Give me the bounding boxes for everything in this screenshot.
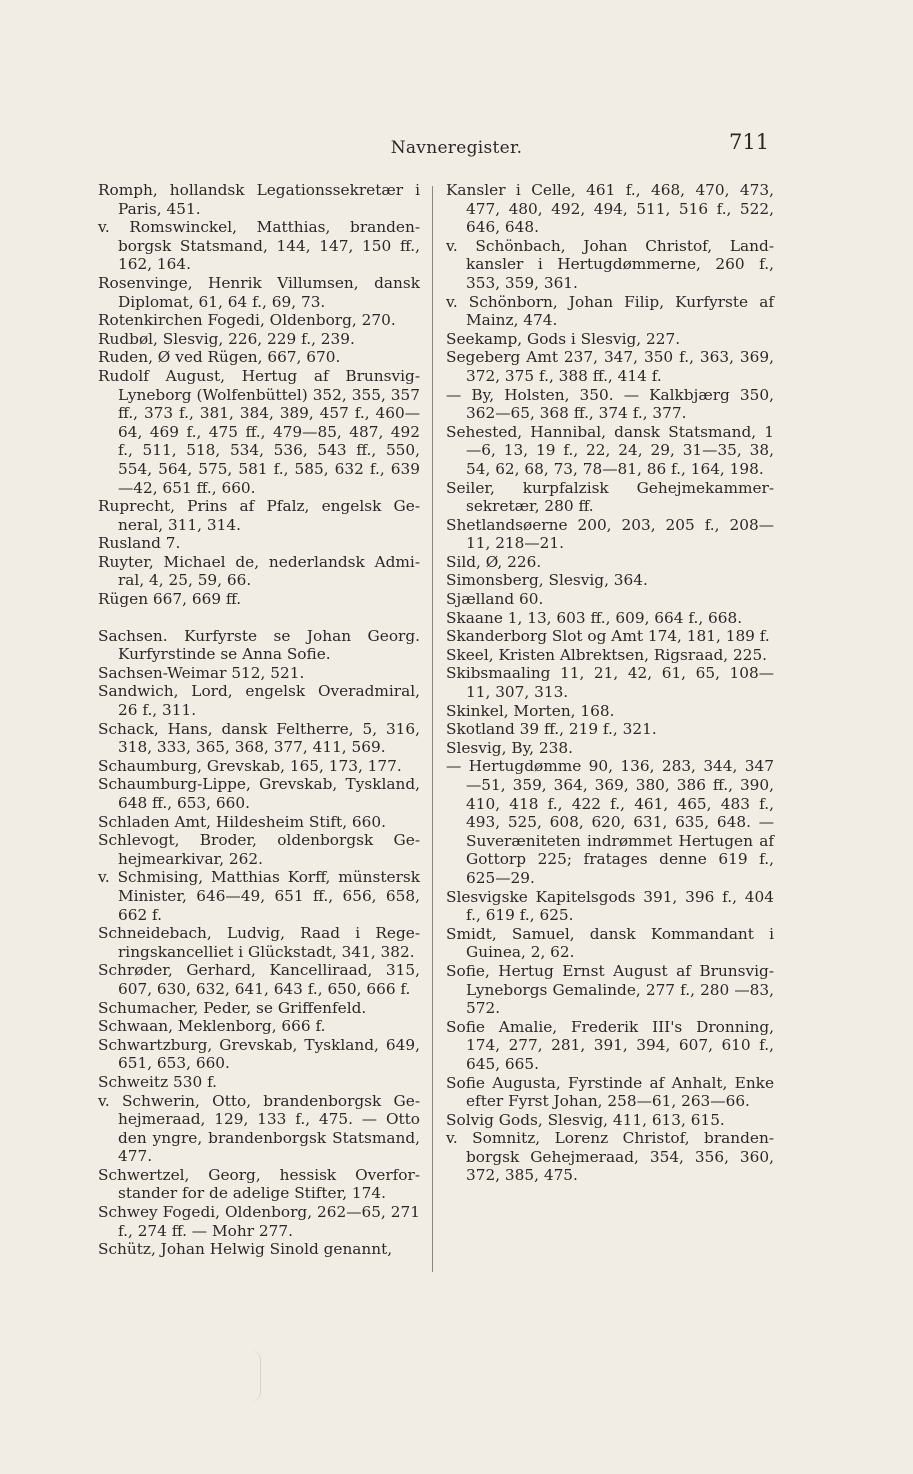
paper-fold-mark (246, 1350, 261, 1402)
index-entry: Sofie Augusta, Fyrstinde af Anhalt, Enke efter Fyrst Johan, 258—61, 263—66. (446, 1073, 774, 1111)
index-entry: Skaane 1, 13, 603 ff., 609, 664 f., 668. (446, 608, 743, 627)
index-entry: Ruyter, Michael de, nederlandsk Admiral, 4, 25, 59, 66. (98, 552, 420, 590)
index-entry: Segeberg Amt 237, 347, 350 f., 363, 369, 372, 375 f., 388 ff., 414 f. (446, 348, 774, 385)
index-entry: Sehested, Hannibal, dansk Statsmand, 1—6, 13, 19 f., 22, 24, 29, 31—35, 38, 54, 62, 68, 73, 78—81, 86 f., 164, 198. (446, 422, 774, 478)
index-entry: Schaumburg-Lippe, Grevskab, Tyskland, 648 ff., 653, 660. (98, 775, 420, 812)
index-entry: Shetlandsøerne 200, 203, 205 f., 208— 11, 218—21. (446, 515, 774, 553)
column-divider (432, 186, 433, 1272)
index-entry: Schütz, Johan Helwig Sinold genannt, (98, 1240, 393, 1259)
index-entry: Rudolf August, Hertug af Brunsvig-Lyneborg (Wolfenbüttel) 352, 355, 357 ff., 373 f., 381, 384, 389, 457 f., 460—64, 469 f., 475 ff., 479—85, 487, 492 f., 511, 518, 534, 536, 543 ff., 550, 554, 564, 575, 581 f., 585, 632 f., 639—42, 651 ff., 660. (98, 366, 420, 497)
index-entry: Skeel, Kristen Albrektsen, Rigsraad, 225. (446, 645, 768, 664)
index-entry: Sandwich, Lord, engelsk Overadmiral, 26 f., 311. (98, 682, 420, 720)
index-entry: Seekamp, Gods i Slesvig, 227. (446, 329, 681, 348)
index-entry: Seiler, kurpfalzisk Gehejmekammersekretær, 280 ff. (446, 478, 774, 516)
index-entry: v. Somnitz, Lorenz Christof, brandenborgsk Gehejmeraad, 354, 356, 360, 372, 385, 475. (446, 1129, 774, 1185)
index-column-right (446, 181, 774, 1185)
index-entry: Rotenkirchen Fogedi, Oldenborg, 270. (98, 311, 396, 330)
index-entry: Simonsberg, Slesvig, 364. (446, 571, 648, 590)
index-entry: Rügen 667, 669 ff. (98, 590, 242, 609)
index-entry: Romph, hollandsk Legationssekretær i Paris, 451. (98, 181, 420, 218)
index-entry: Sild, Ø, 226. (446, 552, 542, 571)
index-column-left (98, 181, 420, 1259)
index-entry: Rosenvinge, Henrik Villumsen, dansk Diplomat, 61, 64 f., 69, 73. (98, 273, 420, 311)
index-entry: Sachsen-Weimar 512, 521. (98, 663, 305, 682)
index-entry: Ruden, Ø ved Rügen, 667, 670. (98, 348, 341, 367)
index-entry: Sjælland 60. (446, 590, 544, 609)
index-entry: Schwartzburg, Grevskab, Tyskland, 649, 651, 653, 660. (98, 1035, 420, 1073)
index-entry: Schwey Fogedi, Oldenborg, 262—65, 271 f., 274 ff. — Mohr 277. (98, 1203, 420, 1240)
index-entry: Slesvig, By, 238. (446, 738, 573, 757)
index-entry: Kansler i Celle, 461 f., 468, 470, 473, 477, 480, 492, 494, 511, 516 f., 522, 646, 648. (446, 181, 774, 237)
page-number: 711 (729, 130, 770, 154)
index-entry: Schrøder, Gerhard, Kancelliraad, 315, 607, 630, 632, 641, 643 f., 650, 666 f. (98, 961, 420, 998)
index-entry: — Hertugdømme 90, 136, 283, 344, 347—51, 359, 364, 369, 380, 386 ff., 390, 410, 418 f., 422 f., 461, 465, 483 f., 493, 525, 608, 620, 631, 635, 648. — Suveræniteten indrømmet Hertugen af Gottorp 225; fratages denne 619 f., 625—29. (446, 757, 774, 887)
index-entry: v. Romswinckel, Matthias, brandenborgsk Statsmand, 144, 147, 150 ff., 162, 164. (98, 218, 420, 274)
index-entry: Skanderborg Slot og Amt 174, 181, 189 f. (446, 627, 770, 646)
index-entry: v. Schönborn, Johan Filip, Kurfyrste af Mainz, 474. (446, 292, 774, 330)
index-entry: Skotland 39 ff., 219 f., 321. (446, 720, 657, 739)
index-entry: Slesvigske Kapitelsgods 391, 396 f., 404 f., 619 f., 625. (446, 887, 774, 925)
index-entry: Schwaan, Meklenborg, 666 f. (98, 1017, 326, 1036)
index-entry: Schlevogt, Broder, oldenborgsk Gehejmearkivar, 262. (98, 831, 420, 868)
index-entry: Schweitz 530 f. (98, 1072, 218, 1091)
index-entry: Sofie Amalie, Frederik III's Dronning, 174, 277, 281, 391, 394, 607, 610 f., 645, 665. (446, 1017, 774, 1073)
index-entry: Rudbøl, Slesvig, 226, 229 f., 239. (98, 329, 355, 348)
index-entry: Smidt, Samuel, dansk Kommandant i Guinea, 2, 62. (446, 924, 774, 962)
index-entry: v. Schönbach, Johan Christof, Landkansler i Hertugdømmerne, 260 f., 353, 359, 361. (446, 236, 774, 292)
index-entry: Sofie, Hertug Ernst August af Brunsvig-Lyneborgs Gemalinde, 277 f., 280 —83, 572. (446, 961, 774, 1018)
index-entry: Schneidebach, Ludvig, Raad i Regeringskancelliet i Glückstadt, 341, 382. (98, 924, 420, 961)
index-entry: Rusland 7. (98, 534, 181, 553)
index-entry: Solvig Gods, Slesvig, 411, 613, 615. (446, 1110, 725, 1129)
index-entry: Schaumburg, Grevskab, 165, 173, 177. (98, 756, 402, 775)
index-entry: Ruprecht, Prins af Pfalz, engelsk General, 311, 314. (98, 497, 420, 534)
index-entry: Skibsmaaling 11, 21, 42, 61, 65, 108— 11, 307, 313. (446, 664, 774, 702)
index-entry: v. Schmising, Matthias Korff, münstersk Minister, 646—49, 651 ff., 656, 658, 662 f. (98, 868, 420, 924)
index-entry: Schumacher, Peder, se Griffenfeld. (98, 998, 367, 1017)
index-entry: — By, Holsten, 350. — Kalkbjærg 350, 362—65, 368 ff., 374 f., 377. (446, 385, 774, 423)
index-entry: Skinkel, Morten, 168. (446, 701, 615, 720)
index-entry: v. Schwerin, Otto, brandenborgsk Gehejmeraad, 129, 133 f., 475. — Otto den yngre, brandenborgsk Statsmand, 477. (98, 1091, 420, 1166)
index-entry: Sachsen. Kurfyrste se Johan Georg. Kurfyrstinde se Anna Sofie. (98, 626, 420, 664)
section-gap (98, 609, 420, 627)
index-entry: Schladen Amt, Hildesheim Stift, 660. (98, 812, 386, 831)
index-entry: Schwertzel, Georg, hessisk Overforstander for de adelige Stifter, 174. (98, 1165, 420, 1203)
running-header: Navneregister. (390, 138, 523, 158)
index-entry: Schack, Hans, dansk Feltherre, 5, 316, 318, 333, 365, 368, 377, 411, 569. (98, 719, 420, 757)
